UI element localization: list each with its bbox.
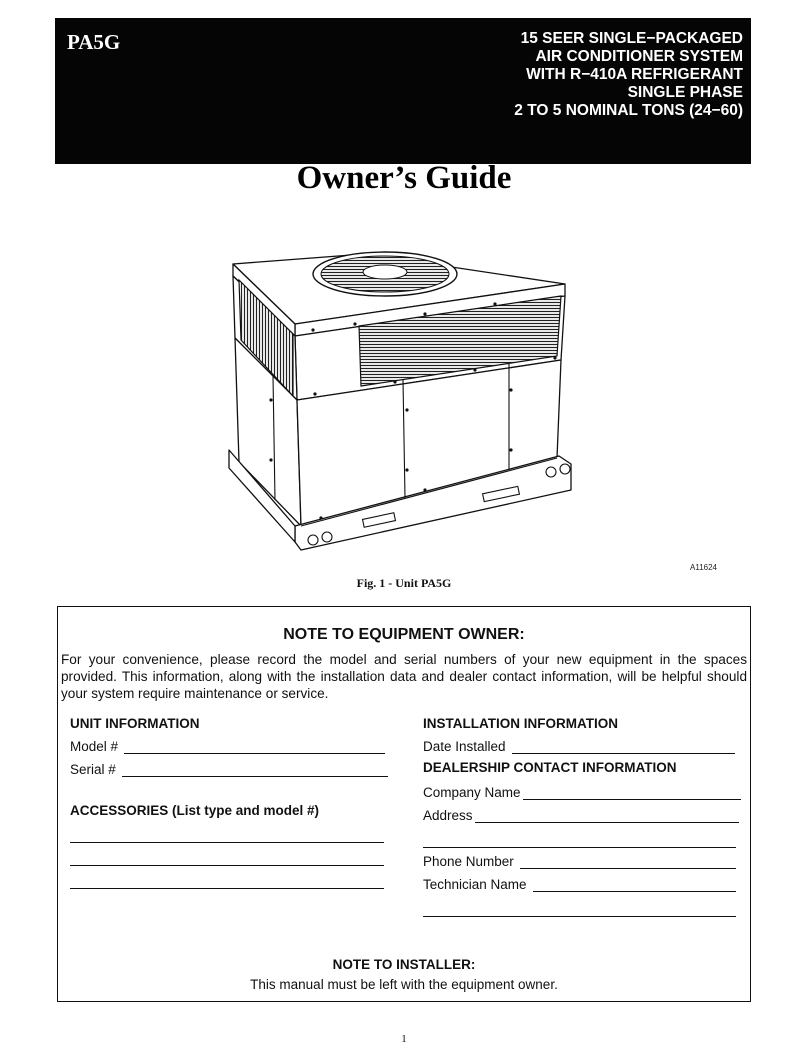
header-bar — [55, 18, 751, 164]
product-specs — [514, 30, 743, 120]
company-name-blank-line[interactable] — [523, 785, 741, 800]
unit-info-title: UNIT INFORMATION — [70, 716, 200, 731]
dealership-info-title: DEALERSHIP CONTACT INFORMATION — [423, 760, 677, 775]
spec-line: WITH R−410A REFRIGERANT — [526, 66, 743, 83]
date-installed-label: Date Installed — [423, 739, 506, 754]
model-label: Model # — [70, 739, 119, 754]
installation-info-title: INSTALLATION INFORMATION — [423, 716, 618, 731]
spec-line: 15 SEER SINGLE−PACKAGED — [520, 30, 743, 47]
phone-number-blank-line[interactable] — [520, 854, 736, 869]
accessories-line-1[interactable] — [70, 820, 384, 843]
serial-blank-line[interactable] — [122, 762, 388, 777]
serial-field[interactable] — [70, 756, 388, 779]
figure-caption: Fig. 1 - Unit PA5G — [356, 576, 452, 590]
accessories-line-3[interactable] — [70, 866, 384, 889]
spec-line: SINGLE PHASE — [627, 84, 743, 101]
owner-note-intro: For your convenience, please record the model and serial numbers of your new equipment in the spaces provided. This information, along with the installation data and dealer contact information, will be helpful should your system require maintenance or service. — [61, 652, 747, 701]
model-blank-line[interactable] — [124, 739, 385, 754]
spacer — [70, 779, 390, 802]
serial-label: Serial # — [70, 762, 116, 777]
address-field[interactable] — [423, 802, 739, 825]
accessories-line-2[interactable] — [70, 843, 384, 866]
company-name-label: Company Name — [423, 785, 521, 800]
accessories-title: ACCESSORIES (List type and model #) — [70, 803, 320, 818]
installer-note-text: This manual must be left with the equipment owner. — [250, 977, 558, 992]
technician-name-label: Technician Name — [423, 877, 527, 892]
technician-name-field[interactable] — [423, 871, 736, 894]
phone-number-field[interactable] — [423, 848, 736, 871]
unit-illustration — [225, 250, 587, 562]
right-column — [423, 715, 743, 917]
date-installed-field[interactable] — [423, 733, 735, 756]
company-name-field[interactable] — [423, 779, 741, 802]
model-code: PA5G — [67, 30, 121, 54]
installer-note-heading: NOTE TO INSTALLER: — [332, 957, 476, 972]
owner-note-heading: NOTE TO EQUIPMENT OWNER: — [283, 626, 525, 643]
left-column — [70, 715, 390, 889]
owner-note-box — [57, 606, 751, 1002]
date-installed-blank-line[interactable] — [512, 739, 735, 754]
spec-line: AIR CONDITIONER SYSTEM — [535, 48, 743, 65]
document-title: Owner’s Guide — [296, 160, 512, 196]
technician-line-2[interactable] — [423, 894, 736, 917]
spec-line: 2 TO 5 NOMINAL TONS (24−60) — [514, 102, 743, 119]
technician-name-blank-line[interactable] — [533, 877, 736, 892]
model-field[interactable] — [70, 733, 385, 756]
address-label: Address — [423, 808, 473, 823]
address-line-2[interactable] — [423, 825, 736, 848]
figure-code: A11624 — [690, 563, 717, 572]
page-number: 1 — [401, 1033, 407, 1045]
address-blank-line[interactable] — [475, 808, 739, 823]
phone-number-label: Phone Number — [423, 854, 514, 869]
